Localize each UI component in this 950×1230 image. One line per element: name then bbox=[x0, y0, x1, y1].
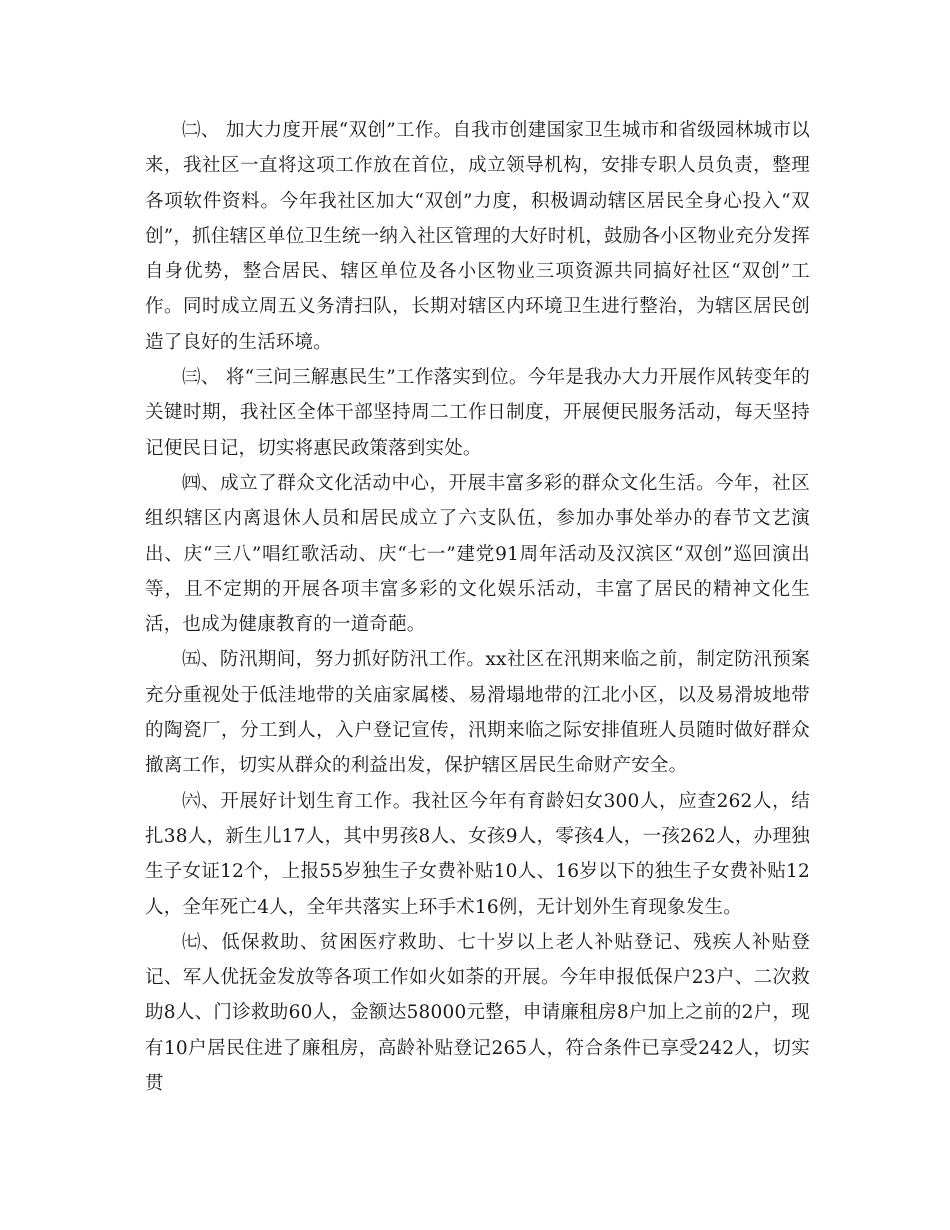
paragraph-family-planning: ㈥、开展好计划生育工作。我社区今年有育龄妇女300人，应查262人，结扎38人，新生儿17人，其中男孩8人、女孩9人，零孩4人，一孩262人，办理独生子女证12个，上报55岁独生子女费补贴10人、16岁以下的独生子女费补贴12人，全年死亡4人，全年共落实上环手术16例，无计划外生育现象发生。 bbox=[145, 790, 810, 918]
paragraph-sanwen-sanjie: ㈢、 将“三问三解惠民生”工作落实到位。今年是我办大力开展作风转变年的关键时期，我社区全体干部坚持周二工作日制度，开展便民服务活动，每天坚持记便民日记，切实将惠民政策落到实处。 bbox=[145, 367, 810, 459]
paragraph-social-assistance: ㈦、低保救助、贫困医疗救助、七十岁以上老人补贴登记、残疾人补贴登记、军人优抚金发放等各项工作如火如荼的开展。今年申报低保户23户、二次救助8人、门诊救助60人，金额达58000元整，申请廉租房8户加上之前的2户，现有10户居民住进了廉租房，高龄补贴登记265人，符合条件已享受242人，切实贯 bbox=[145, 931, 810, 1095]
body-text bbox=[145, 113, 810, 1101]
paragraph-flood-control: ㈤、防汛期间，努力抓好防汛工作。xx社区在汛期来临之前，制定防汛预案充分重视处于低洼地带的关庙家属楼、易滑塌地带的江北小区，以及易滑坡地带的陶瓷厂，分工到人，入户登记宣传，汛期来临之际安排值班人员随时做好群众撤离工作，切实从群众的利益出发，保护辖区居民生命财产安全。 bbox=[145, 649, 810, 777]
paragraph-shuangchuang: ㈡、 加大力度开展“双创”工作。自我市创建国家卫生城市和省级园林城市以来，我社区一直将这项工作放在首位，成立领导机构，安排专职人员负责，整理各项软件资料。今年我社区加大“双创”力度，积极调动辖区居民全身心投入“双创”，抓住辖区单位卫生统一纳入社区管理的大好时机，鼓励各小区物业充分发挥自身优势，整合居民、辖区单位及各小区物业三项资源共同搞好社区“双创”工作。同时成立周五义务清扫队，长期对辖区内环境卫生进行整治，为辖区居民创造了良好的生活环境。 bbox=[145, 120, 810, 353]
paragraph-culture-center: ㈣、成立了群众文化活动中心，开展丰富多彩的群众文化生活。今年，社区组织辖区内离退休人员和居民成立了六支队伍，参加办事处举办的春节文艺演出、庆“三八”唱红歌活动、庆“七一”建党91周年活动及汉滨区“双创”巡回演出等，且不定期的开展各项丰富多彩的文化娱乐活动，丰富了居民的精神文化生活，也成为健康教育的一道奇葩。 bbox=[145, 472, 810, 636]
